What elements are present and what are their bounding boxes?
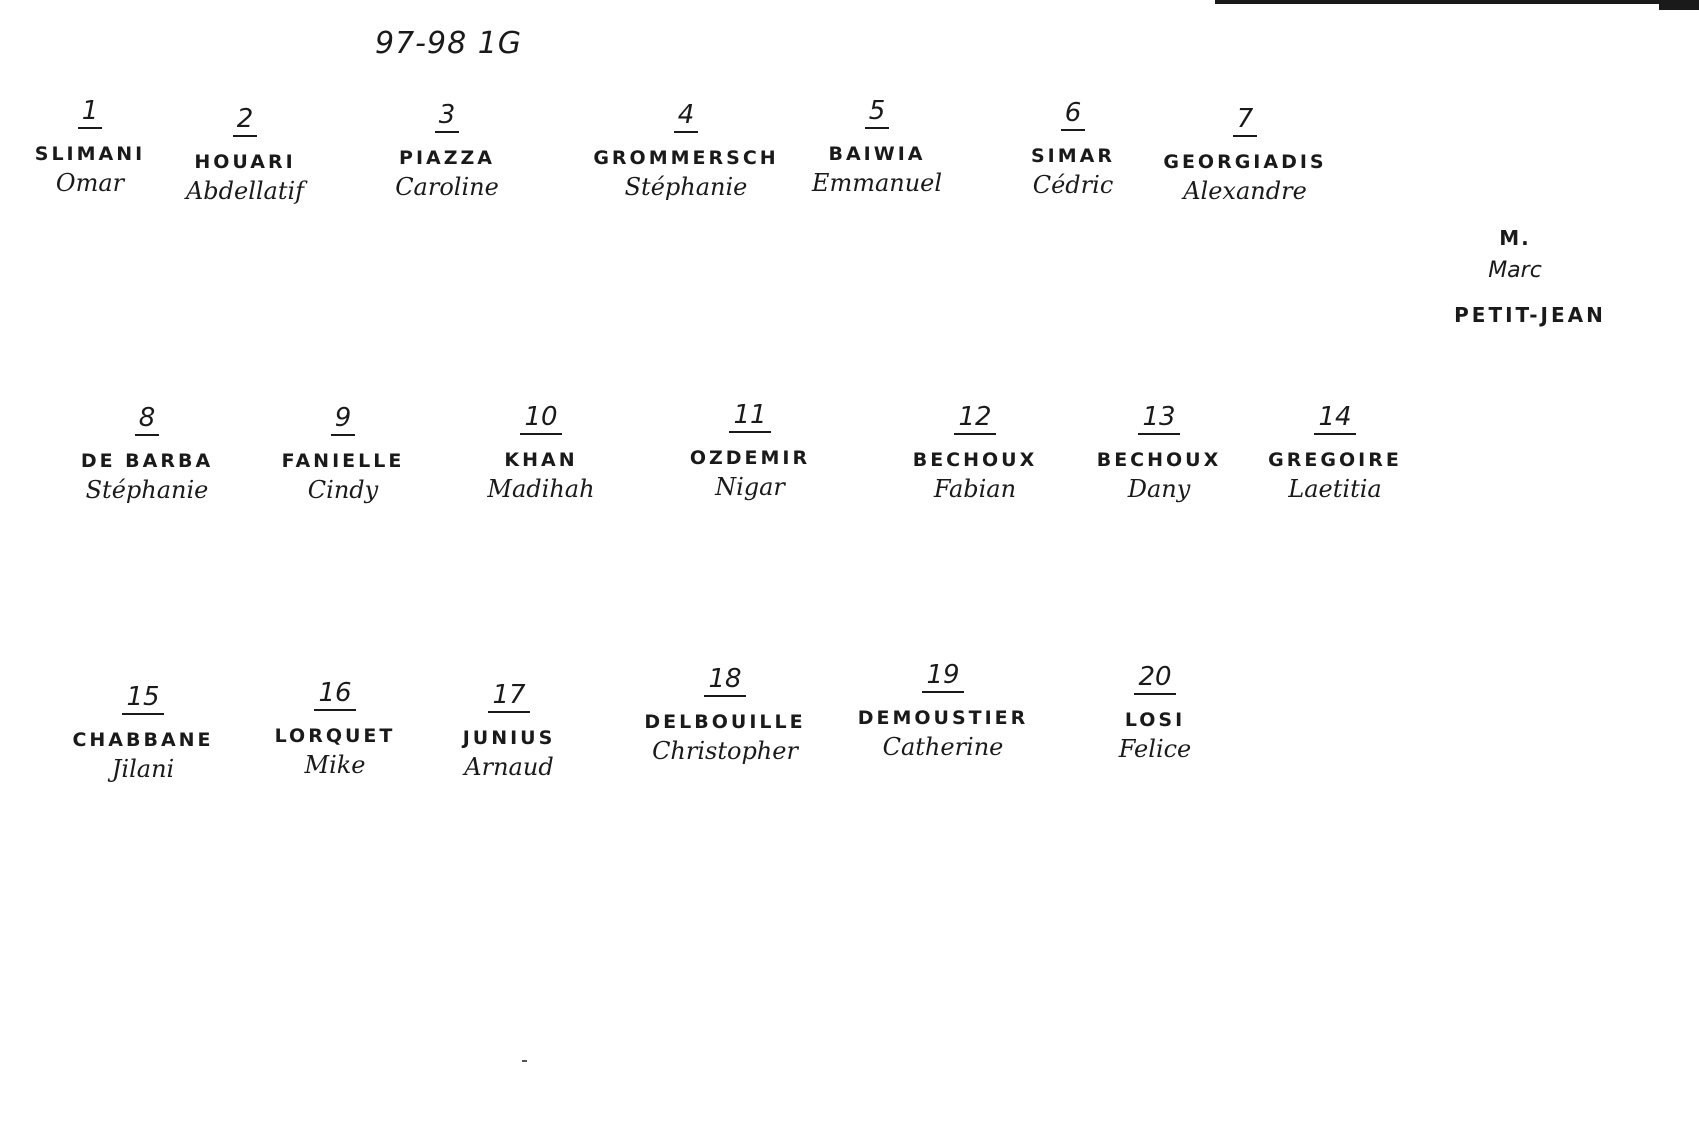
student-last-name: FANIELLE — [281, 450, 405, 472]
student-last-name: HOUARI — [194, 151, 296, 173]
student-first-name: Jilani — [111, 755, 175, 783]
student-first-name: Omar — [55, 169, 125, 197]
student-7 — [1150, 104, 1340, 205]
student-14 — [1240, 402, 1430, 503]
student-last-name: BAIWIA — [828, 143, 926, 165]
student-number: 16 — [314, 678, 355, 711]
student-number: 2 — [233, 104, 258, 137]
student-last-name: CHABBANE — [72, 729, 214, 751]
student-number: 5 — [865, 96, 890, 129]
student-number: 11 — [729, 400, 770, 433]
student-number: 18 — [704, 664, 745, 697]
student-number: 13 — [1138, 402, 1179, 435]
student-number: 6 — [1061, 98, 1086, 131]
student-last-name: SLIMANI — [34, 143, 146, 165]
student-16 — [240, 678, 430, 779]
student-first-name: Alexandre — [1183, 177, 1307, 205]
student-first-name: Cédric — [1032, 171, 1114, 199]
student-last-name: OZDEMIR — [689, 447, 811, 469]
student-19 — [848, 660, 1038, 761]
student-13 — [1064, 402, 1254, 503]
student-first-name: Dany — [1127, 475, 1191, 503]
student-18 — [630, 664, 820, 765]
teacher-first-name: Marc — [1488, 258, 1542, 283]
class-heading: 97-98 1G — [375, 26, 523, 61]
student-first-name: Laetitia — [1288, 475, 1382, 503]
student-4 — [591, 100, 781, 201]
student-last-name: BECHOUX — [912, 449, 1038, 471]
student-last-name: LORQUET — [274, 725, 396, 747]
student-8 — [52, 403, 242, 504]
student-first-name: Caroline — [395, 173, 499, 201]
student-last-name: BECHOUX — [1096, 449, 1222, 471]
student-last-name: DEMOUSTIER — [857, 707, 1029, 729]
student-first-name: Stéphanie — [85, 476, 209, 504]
student-number: 20 — [1134, 662, 1175, 695]
student-10 — [446, 402, 636, 503]
student-first-name: Christopher — [652, 737, 798, 765]
student-6 — [978, 98, 1168, 199]
student-number: 7 — [1233, 104, 1258, 137]
student-number: 3 — [435, 100, 460, 133]
scan-border-corner — [1659, 0, 1699, 10]
student-number: 10 — [520, 402, 561, 435]
student-last-name: DE BARBA — [80, 450, 214, 472]
student-12 — [880, 402, 1070, 503]
student-last-name: GREGOIRE — [1268, 449, 1402, 471]
student-first-name: Nigar — [715, 473, 785, 501]
student-first-name: Abdellatif — [185, 177, 305, 205]
student-first-name: Mike — [304, 751, 366, 779]
scan-border — [1215, 0, 1699, 4]
student-last-name: GROMMERSCH — [593, 147, 779, 169]
teacher-last-name: PETIT-JEAN — [1454, 303, 1606, 327]
student-number: 1 — [78, 96, 103, 129]
student-last-name: LOSI — [1124, 709, 1186, 731]
student-first-name: Catherine — [882, 733, 1004, 761]
student-number: 15 — [122, 682, 163, 715]
student-number: 19 — [922, 660, 963, 693]
student-20 — [1060, 662, 1250, 763]
student-last-name: DELBOUILLE — [644, 711, 806, 733]
student-first-name: Cindy — [307, 476, 379, 504]
teacher-title: M. — [1499, 226, 1531, 250]
student-last-name: PIAZZA — [399, 147, 495, 169]
teacher-block — [1420, 226, 1640, 327]
student-number: 12 — [954, 402, 995, 435]
student-17 — [414, 680, 604, 781]
student-5 — [782, 96, 972, 197]
student-last-name: KHAN — [504, 449, 578, 471]
student-first-name: Stéphanie — [624, 173, 748, 201]
student-first-name: Madihah — [487, 475, 595, 503]
student-number: 9 — [331, 403, 356, 436]
student-15 — [48, 682, 238, 783]
student-3 — [352, 100, 542, 201]
student-last-name: GEORGIADIS — [1163, 151, 1327, 173]
student-first-name: Arnaud — [464, 753, 554, 781]
student-last-name: JUNIUS — [462, 727, 556, 749]
student-number: 4 — [674, 100, 699, 133]
student-2 — [150, 104, 340, 205]
student-11 — [655, 400, 845, 501]
student-first-name: Fabian — [933, 475, 1017, 503]
student-first-name: Emmanuel — [811, 169, 943, 197]
student-number: 8 — [135, 403, 160, 436]
student-number: 17 — [488, 680, 529, 713]
student-number: 14 — [1314, 402, 1355, 435]
student-9 — [248, 403, 438, 504]
student-last-name: SIMAR — [1031, 145, 1115, 167]
student-first-name: Felice — [1118, 735, 1192, 763]
scan-speck — [522, 1060, 527, 1062]
